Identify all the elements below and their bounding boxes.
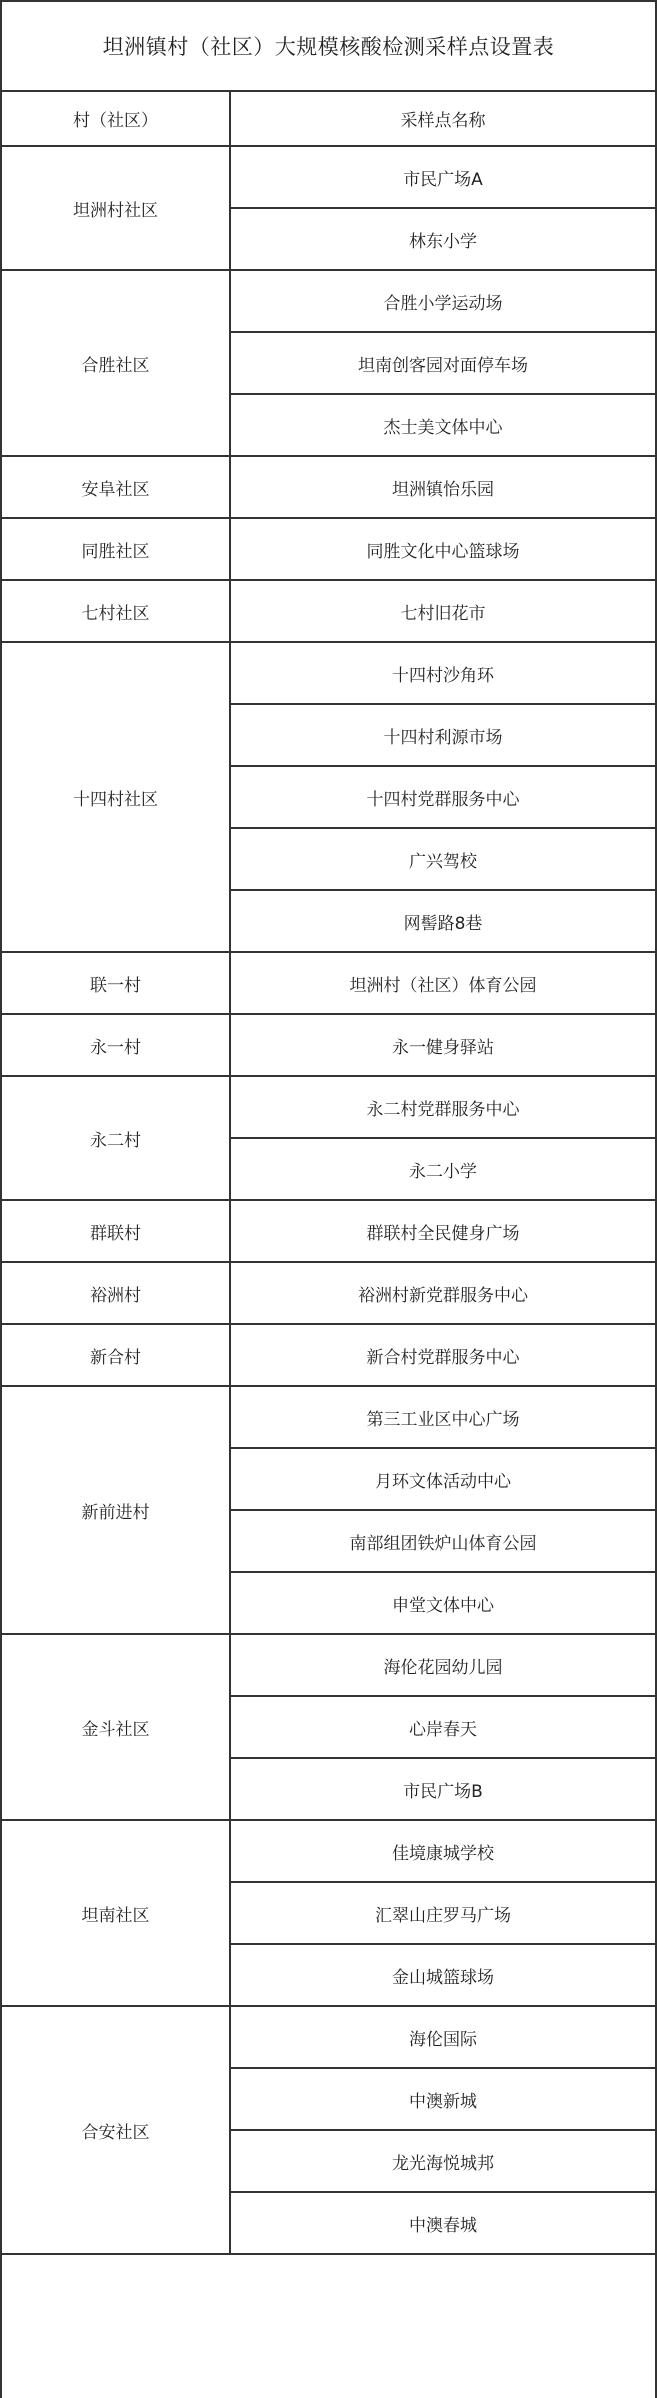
village-cell: 七村社区 [2,580,230,642]
site-cell: 群联村全民健身广场 [230,1200,655,1262]
table-row [2,952,655,1014]
village-cell: 联一村 [2,952,230,1014]
site-cell: 月环文体活动中心 [230,1448,655,1510]
table-row [2,456,655,518]
site-cell: 新合村党群服务中心 [230,1324,655,1386]
table-row [2,1262,655,1324]
table-row [2,2006,655,2068]
village-cell: 新前进村 [2,1386,230,1634]
site-cell: 杰士美文体中心 [230,394,655,456]
table-row [2,1014,655,1076]
site-cell: 十四村沙角环 [230,642,655,704]
village-cell: 合胜社区 [2,270,230,456]
table-row [2,1324,655,1386]
site-cell: 林东小学 [230,208,655,270]
table-row [2,270,655,332]
site-cell: 龙光海悦城邦 [230,2130,655,2192]
table-title: 坦洲镇村（社区）大规模核酸检测采样点设置表 [2,0,655,92]
village-cell: 坦洲村社区 [2,146,230,270]
table-row [2,1076,655,1138]
site-cell: 合胜小学运动场 [230,270,655,332]
site-cell: 海伦国际 [230,2006,655,2068]
site-cell: 十四村党群服务中心 [230,766,655,828]
site-cell: 广兴驾校 [230,828,655,890]
site-cell: 中澳新城 [230,2068,655,2130]
table-row [2,146,655,208]
table-body [2,92,655,2254]
village-cell: 合安社区 [2,2006,230,2254]
table-row [2,1634,655,1696]
site-cell: 申堂文体中心 [230,1572,655,1634]
site-cell: 中澳春城 [230,2192,655,2254]
site-cell: 永二小学 [230,1138,655,1200]
site-cell: 佳境康城学校 [230,1820,655,1882]
village-cell: 安阜社区 [2,456,230,518]
site-cell: 坦洲镇怡乐园 [230,456,655,518]
table-row [2,1386,655,1448]
village-cell: 永一村 [2,1014,230,1076]
site-cell: 永二村党群服务中心 [230,1076,655,1138]
site-cell: 南部组团铁炉山体育公园 [230,1510,655,1572]
table-row [2,642,655,704]
site-cell: 七村旧花市 [230,580,655,642]
site-cell: 坦洲村（社区）体育公园 [230,952,655,1014]
header-village: 村（社区） [2,92,230,146]
village-cell: 新合村 [2,1324,230,1386]
village-cell: 金斗社区 [2,1634,230,1820]
site-cell: 裕洲村新党群服务中心 [230,1262,655,1324]
site-cell: 同胜文化中心篮球场 [230,518,655,580]
site-cell: 心岸春天 [230,1696,655,1758]
table-row [2,1820,655,1882]
table-row [2,518,655,580]
header-site: 采样点名称 [230,92,655,146]
village-cell: 群联村 [2,1200,230,1262]
village-cell: 永二村 [2,1076,230,1200]
site-cell: 网髻路8巷 [230,890,655,952]
site-cell: 第三工业区中心广场 [230,1386,655,1448]
site-cell: 市民广场B [230,1758,655,1820]
site-cell: 永一健身驿站 [230,1014,655,1076]
site-cell: 汇翠山庄罗马广场 [230,1882,655,1944]
sampling-site-table [2,92,655,2255]
header-row [2,92,655,146]
table-row [2,1200,655,1262]
site-cell: 十四村利源市场 [230,704,655,766]
site-cell: 坦南创客园对面停车场 [230,332,655,394]
village-cell: 坦南社区 [2,1820,230,2006]
village-cell: 同胜社区 [2,518,230,580]
village-cell: 十四村社区 [2,642,230,952]
site-cell: 金山城篮球场 [230,1944,655,2006]
village-cell: 裕洲村 [2,1262,230,1324]
site-cell: 市民广场A [230,146,655,208]
table-row [2,580,655,642]
site-cell: 海伦花园幼儿园 [230,1634,655,1696]
